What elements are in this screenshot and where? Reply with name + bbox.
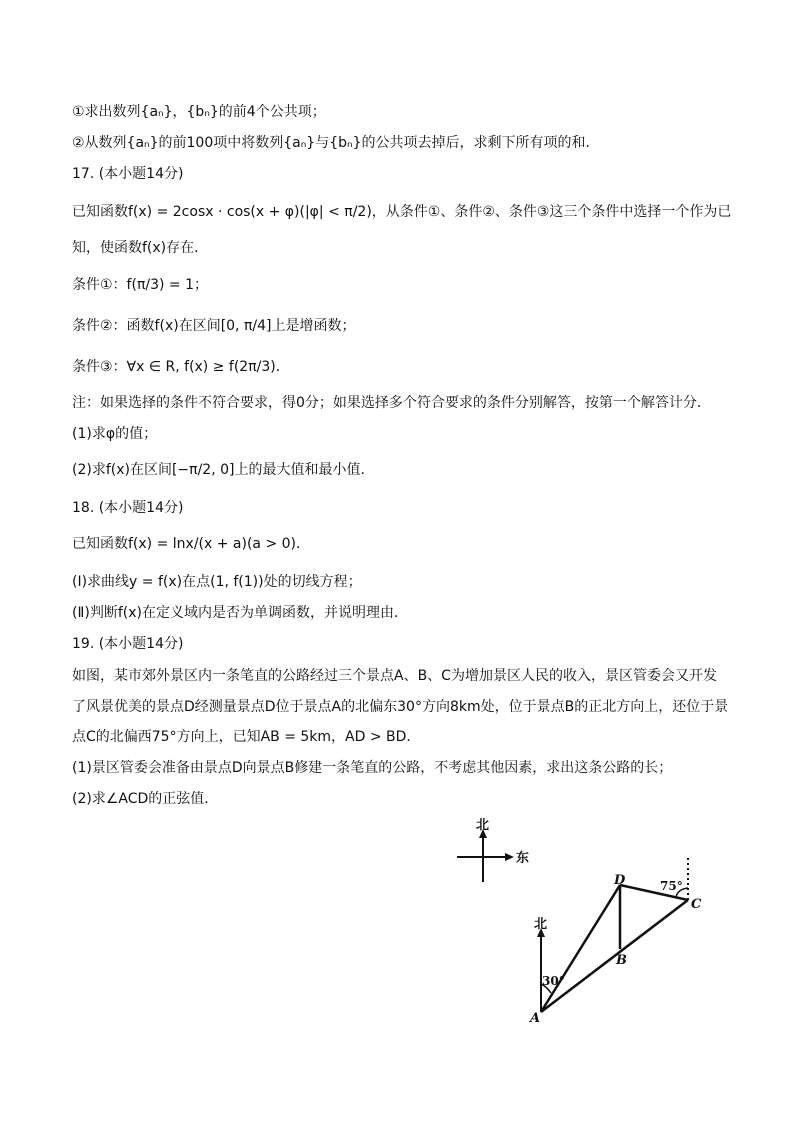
line-6: 条件①：f(π/3) = 1；	[72, 277, 208, 293]
line-10: (1)求φ的值；	[72, 426, 158, 442]
point-label-a: A	[530, 1011, 541, 1026]
line-2: ②从数列{aₙ}的前100项中将数列{aₙ}与{bₙ}的公共项去掉后，求剩下所有项的和．	[72, 135, 600, 151]
line-20: (1)景区管委会准备由景点D向景点B修建一条笔直的公路，不考虑其他因素，求出这条公路的长；	[72, 760, 673, 776]
line-21: (2)求∠ACD的正弦值．	[72, 791, 219, 807]
line-11: (2)求f(x)在区间[−π/2, 0]上的最大值和最小值．	[72, 462, 375, 478]
line-18: 了风景优美的景点D经测量景点D位于景点A的北偏东30°方向8km处，位于景点B的正北方向上，还位于景	[72, 699, 729, 715]
line-9: 注：如果选择的条件不符合要求，得0分；如果选择多个符合要求的条件分别解答，按第一个解答计分．	[72, 395, 711, 411]
north-label-a: 北	[534, 917, 548, 932]
compass-east-label: 东	[516, 851, 530, 866]
line-8: 条件③：∀x ∈ R, f(x) ≥ f(2π/3)．	[72, 359, 290, 375]
line-17: 如图，某市郊外景区内一条笔直的公路经过三个景点A、B、C为增加景区人民的收入，景区管委会又开发	[72, 668, 717, 684]
line-7: 条件②：函数f(x)在区间[0, π/4]上是增函数；	[72, 318, 356, 334]
angle-label-d: 75°	[660, 879, 683, 893]
segment-ad	[541, 885, 620, 1012]
point-label-c: C	[691, 897, 702, 912]
line-14: (Ⅰ)求曲线y = f(x)在点(1, f(1))处的切线方程；	[72, 574, 362, 590]
segment-ac	[541, 900, 688, 1012]
line-12: 18. (本小题14分)	[72, 500, 184, 516]
line-16: 19. (本小题14分)	[72, 636, 184, 652]
line-1: ①求出数列{aₙ}，{bₙ}的前4个公共项；	[72, 104, 326, 120]
compass-north-label: 北	[476, 818, 490, 833]
line-13: 已知函数f(x) = lnx/(x + a)(a > 0)．	[72, 536, 310, 552]
point-label-d: D	[614, 873, 626, 888]
line-5: 知，使函数f(x)存在．	[72, 240, 209, 256]
point-label-b: B	[616, 953, 627, 968]
compass-arrow-right	[505, 853, 514, 861]
geometry-figure	[440, 810, 720, 1030]
line-3: 17. (本小题14分)	[72, 166, 184, 182]
angle-label-a: 30°	[542, 974, 565, 988]
line-4: 已知函数f(x) = 2cosx · cos(x + φ)(|φ| < π/2)，从条件①、条件②、条件③这三个条件中选择一个作为已	[72, 204, 732, 220]
line-15: (Ⅱ)判断f(x)在定义域内是否为单调函数，并说明理由．	[72, 605, 408, 621]
line-19: 点C的北偏西75°方向上，已知AB = 5km，AD > BD．	[72, 729, 421, 745]
